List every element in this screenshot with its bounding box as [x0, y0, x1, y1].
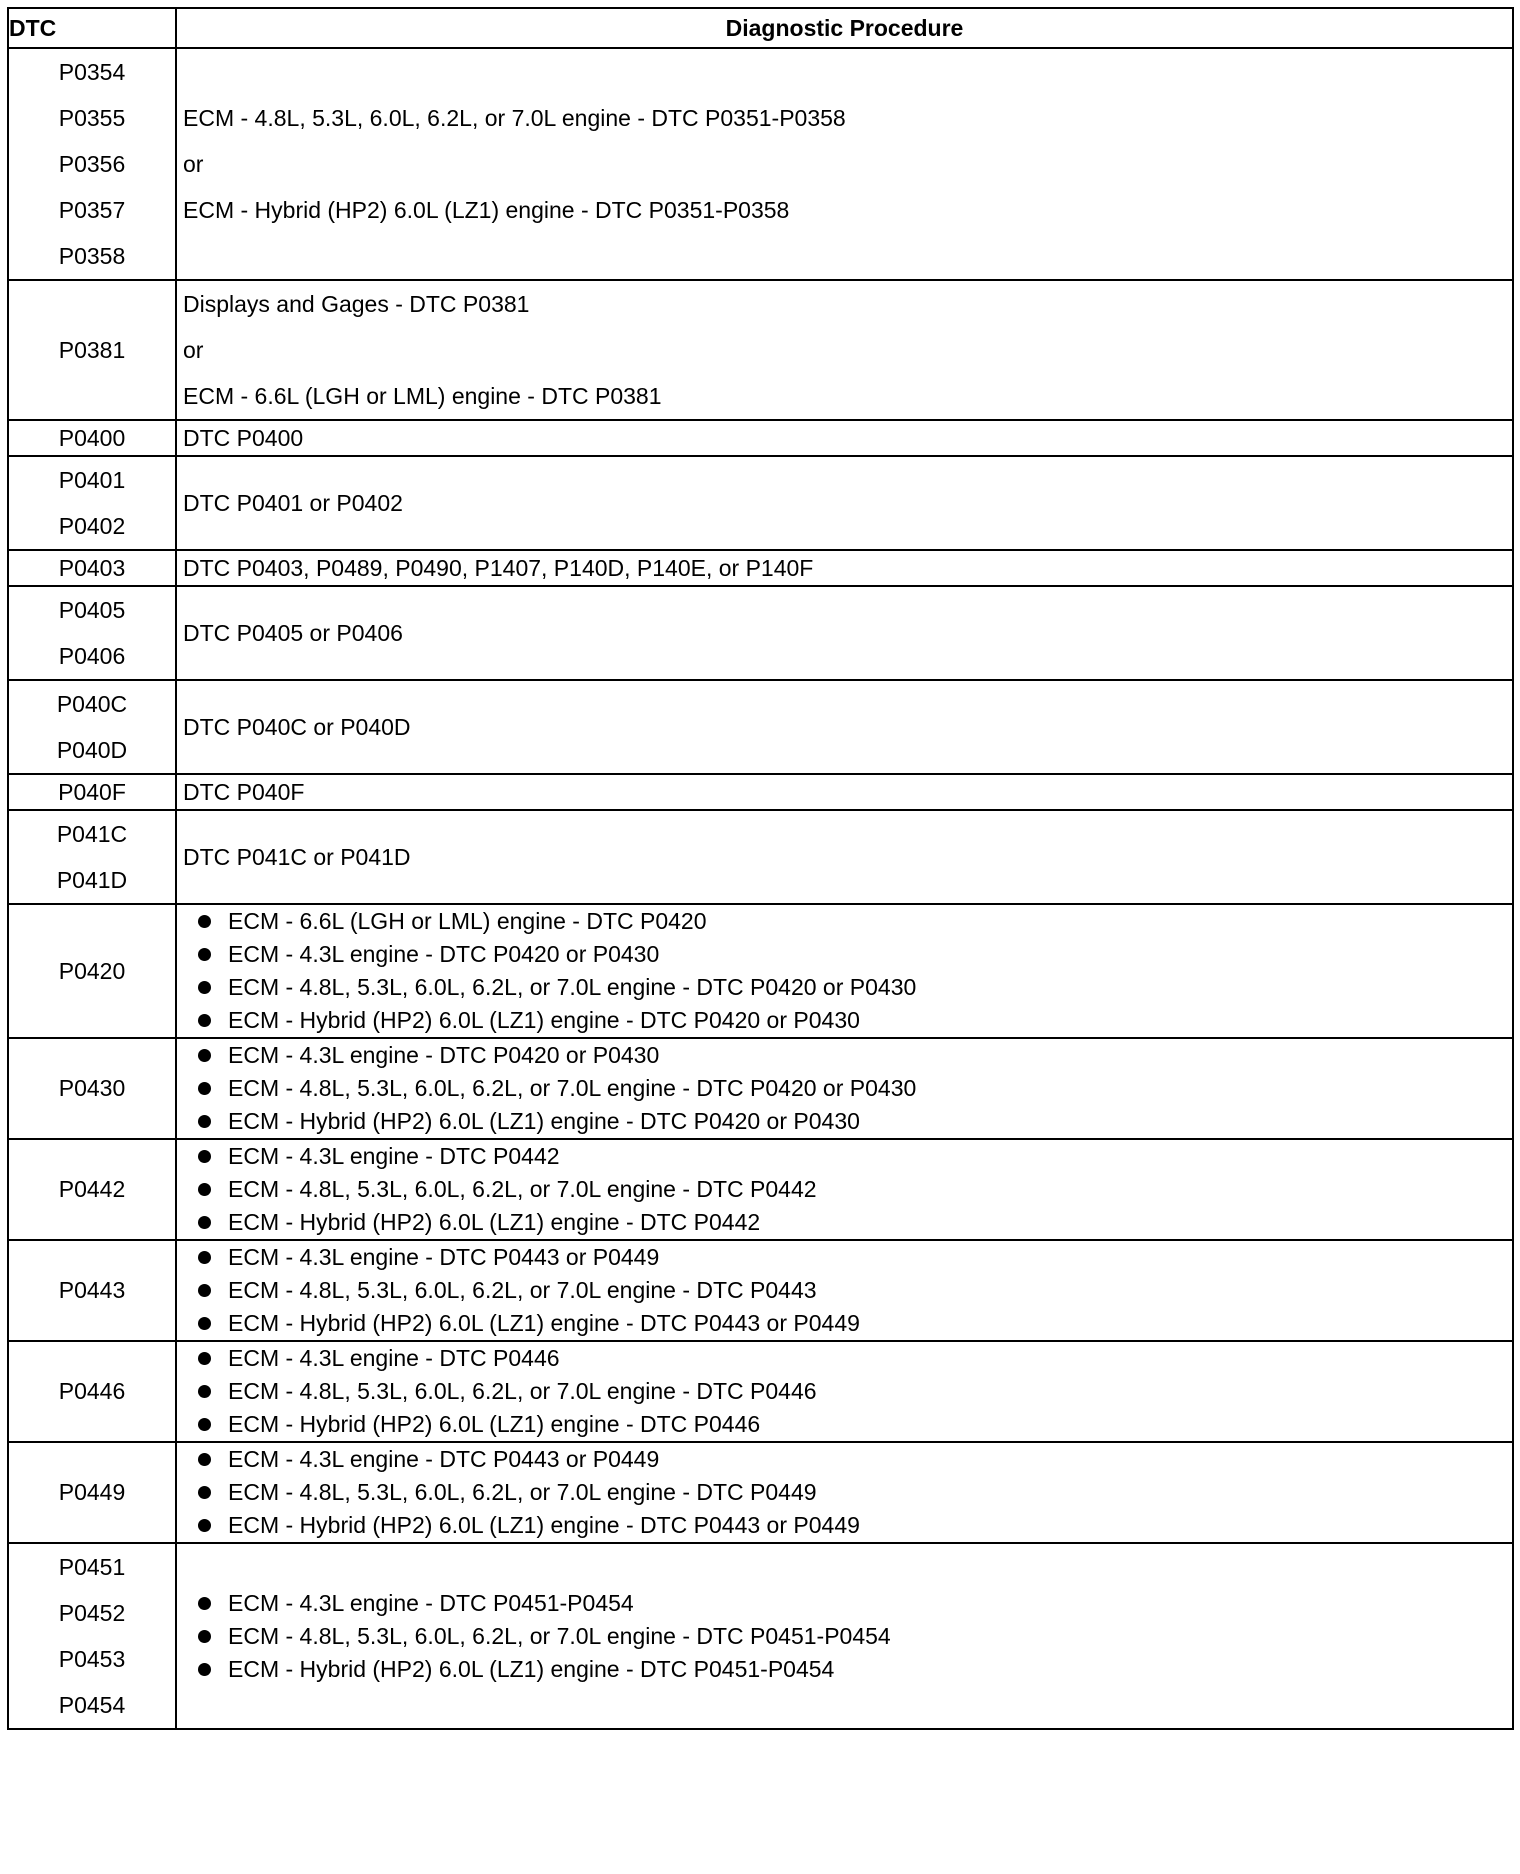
dtc-code: P0400 — [58, 424, 126, 451]
procedure-cell — [176, 420, 1513, 456]
bullet-text: ECM - Hybrid (HP2) 6.0L (LZ1) engine - DTC P0446 — [228, 1411, 761, 1437]
dtc-code: P040C — [56, 690, 128, 717]
procedure-bullet-list — [183, 905, 1512, 1037]
dtc-code: P040F — [58, 778, 126, 805]
bullet-dot-icon — [198, 1486, 211, 1499]
procedure-line: DTC P041C or P041D — [183, 843, 411, 870]
bullet-dot-icon — [198, 1014, 211, 1027]
bullet-dot-icon — [198, 1352, 211, 1365]
bullet-text: ECM - Hybrid (HP2) 6.0L (LZ1) engine - DTC P0442 — [228, 1209, 761, 1235]
bullet-dot-icon — [198, 1049, 211, 1062]
table-row — [8, 1341, 1513, 1442]
procedure-line: ECM - 6.6L (LGH or LML) engine - DTC P0381 — [183, 382, 662, 409]
table-row — [8, 1442, 1513, 1543]
table-row — [8, 48, 1513, 280]
procedure-bullet-list — [183, 1140, 1512, 1239]
dtc-code-cell — [8, 1038, 176, 1139]
bullet-dot-icon — [198, 1418, 211, 1431]
procedure-cell — [176, 280, 1513, 420]
dtc-code: P0420 — [58, 957, 126, 984]
procedure-line: or — [183, 150, 204, 177]
dtc-code-cell — [8, 586, 176, 680]
procedure-line: DTC P0403, P0489, P0490, P1407, P140D, P140E, or P140F — [183, 554, 814, 581]
dtc-code: P0358 — [58, 242, 126, 269]
procedure-cell — [176, 456, 1513, 550]
bullet-dot-icon — [198, 1597, 211, 1610]
procedure-bullet-item — [198, 1039, 1512, 1072]
dtc-code: P0406 — [58, 642, 126, 669]
dtc-code-cell — [8, 680, 176, 774]
table-row — [8, 550, 1513, 586]
dtc-code: P0403 — [58, 554, 126, 581]
procedure-bullet-item — [198, 1241, 1512, 1274]
dtc-code-cell — [8, 456, 176, 550]
dtc-code: P0449 — [58, 1479, 126, 1505]
bullet-text: ECM - 4.8L, 5.3L, 6.0L, 6.2L, or 7.0L engine - DTC P0442 — [228, 1176, 817, 1202]
procedure-bullet-item — [198, 1342, 1512, 1375]
bullet-text: ECM - Hybrid (HP2) 6.0L (LZ1) engine - DTC P0420 or P0430 — [228, 1108, 860, 1134]
procedure-bullet-item — [198, 1443, 1512, 1476]
procedure-cell — [176, 774, 1513, 810]
procedure-bullet-item — [198, 1004, 1512, 1037]
dtc-code-cell — [8, 420, 176, 456]
table-row — [8, 456, 1513, 550]
dtc-code-cell — [8, 48, 176, 280]
procedure-bullet-list — [183, 1342, 1512, 1441]
bullet-text: ECM - 6.6L (LGH or LML) engine - DTC P0420 — [228, 908, 707, 934]
procedure-line — [183, 49, 1512, 95]
dtc-code: P0354 — [58, 58, 126, 85]
dtc-code: P0430 — [58, 1075, 126, 1101]
table-row — [8, 1139, 1513, 1240]
procedure-line: Displays and Gages - DTC P0381 — [183, 290, 530, 317]
procedure-line: DTC P0400 — [183, 424, 304, 451]
procedure-line: ECM - 4.8L, 5.3L, 6.0L, 6.2L, or 7.0L engine - DTC P0351-P0358 — [183, 104, 846, 131]
procedure-bullet-item — [198, 971, 1512, 1004]
bullet-text: ECM - 4.3L engine - DTC P0443 or P0449 — [228, 1244, 660, 1270]
procedure-cell — [176, 1240, 1513, 1341]
procedure-bullet-list — [183, 1039, 1512, 1138]
dtc-column-header: DTC — [8, 8, 176, 48]
procedure-bullet-item — [198, 1653, 1512, 1686]
bullet-text: ECM - Hybrid (HP2) 6.0L (LZ1) engine - DTC P0443 or P0449 — [228, 1512, 860, 1538]
procedure-bullet-list — [183, 1587, 1512, 1686]
table-row — [8, 1038, 1513, 1139]
dtc-code-cell — [8, 1139, 176, 1240]
dtc-code: P0443 — [58, 1277, 126, 1303]
table-row — [8, 810, 1513, 904]
procedure-bullet-item — [198, 1072, 1512, 1105]
dtc-table-body — [8, 48, 1513, 1729]
dtc-code: P0357 — [58, 196, 126, 223]
bullet-dot-icon — [198, 1216, 211, 1229]
dtc-code: P0453 — [58, 1645, 126, 1672]
bullet-dot-icon — [198, 1385, 211, 1398]
bullet-dot-icon — [198, 1453, 211, 1466]
bullet-text: ECM - Hybrid (HP2) 6.0L (LZ1) engine - DTC P0420 or P0430 — [228, 1007, 860, 1033]
bullet-text: ECM - 4.8L, 5.3L, 6.0L, 6.2L, or 7.0L engine - DTC P0420 or P0430 — [228, 1075, 917, 1101]
bullet-text: ECM - 4.3L engine - DTC P0443 or P0449 — [228, 1446, 660, 1472]
dtc-code: P0451 — [58, 1553, 126, 1580]
dtc-code: P0442 — [58, 1176, 126, 1202]
bullet-text: ECM - Hybrid (HP2) 6.0L (LZ1) engine - DTC P0451-P0454 — [228, 1655, 835, 1682]
procedure-bullet-item — [198, 1140, 1512, 1173]
bullet-text: ECM - 4.3L engine - DTC P0451-P0454 — [228, 1589, 634, 1616]
bullet-dot-icon — [198, 1115, 211, 1128]
procedure-bullet-item — [198, 1476, 1512, 1509]
bullet-text: ECM - Hybrid (HP2) 6.0L (LZ1) engine - DTC P0443 or P0449 — [228, 1310, 860, 1336]
bullet-text: ECM - 4.8L, 5.3L, 6.0L, 6.2L, or 7.0L engine - DTC P0451-P0454 — [228, 1622, 891, 1649]
dtc-code: P0402 — [58, 512, 126, 539]
dtc-code: P041C — [56, 820, 128, 847]
dtc-code-cell — [8, 1240, 176, 1341]
dtc-code-cell — [8, 550, 176, 586]
bullet-text: ECM - 4.3L engine - DTC P0446 — [228, 1345, 560, 1371]
procedure-line — [183, 233, 1512, 279]
procedure-bullet-item — [198, 1274, 1512, 1307]
procedure-line: DTC P040C or P040D — [183, 713, 411, 740]
bullet-dot-icon — [198, 1251, 211, 1264]
dtc-code: P0446 — [58, 1378, 126, 1404]
procedure-cell — [176, 1543, 1513, 1729]
procedure-line: DTC P0405 or P0406 — [183, 619, 403, 646]
procedure-bullet-item — [198, 1375, 1512, 1408]
bullet-text: ECM - 4.3L engine - DTC P0442 — [228, 1143, 560, 1169]
procedure-bullet-list — [183, 1241, 1512, 1340]
bullet-dot-icon — [198, 915, 211, 928]
bullet-dot-icon — [198, 1317, 211, 1330]
dtc-code-cell — [8, 1341, 176, 1442]
bullet-text: ECM - 4.3L engine - DTC P0420 or P0430 — [228, 1042, 660, 1068]
procedure-cell — [176, 1139, 1513, 1240]
bullet-dot-icon — [198, 1630, 211, 1643]
dtc-code: P0454 — [58, 1691, 126, 1718]
procedure-bullet-item — [198, 1509, 1512, 1542]
bullet-dot-icon — [198, 1150, 211, 1163]
procedure-bullet-item — [198, 905, 1512, 938]
procedure-bullet-item — [198, 1587, 1512, 1620]
procedure-bullet-item — [198, 938, 1512, 971]
table-row — [8, 1240, 1513, 1341]
bullet-dot-icon — [198, 1663, 211, 1676]
procedure-cell — [176, 550, 1513, 586]
bullet-dot-icon — [198, 1082, 211, 1095]
procedure-cell — [176, 904, 1513, 1038]
dtc-code-cell — [8, 904, 176, 1038]
dtc-code: P0355 — [58, 104, 126, 131]
table-row — [8, 680, 1513, 774]
bullet-text: ECM - 4.8L, 5.3L, 6.0L, 6.2L, or 7.0L engine - DTC P0420 or P0430 — [228, 974, 917, 1000]
procedure-bullet-item — [198, 1307, 1512, 1340]
procedure-cell — [176, 680, 1513, 774]
dtc-code: P0381 — [58, 336, 126, 363]
procedure-cell — [176, 1038, 1513, 1139]
bullet-dot-icon — [198, 1519, 211, 1532]
procedure-bullet-item — [198, 1620, 1512, 1653]
table-row — [8, 774, 1513, 810]
bullet-dot-icon — [198, 1183, 211, 1196]
bullet-dot-icon — [198, 1284, 211, 1297]
bullet-text: ECM - 4.8L, 5.3L, 6.0L, 6.2L, or 7.0L engine - DTC P0449 — [228, 1479, 817, 1505]
table-row — [8, 586, 1513, 680]
table-row — [8, 280, 1513, 420]
dtc-code: P0356 — [58, 150, 126, 177]
procedure-bullet-item — [198, 1408, 1512, 1441]
bullet-dot-icon — [198, 948, 211, 961]
dtc-code: P0452 — [58, 1599, 126, 1626]
procedure-line: DTC P040F — [183, 778, 305, 805]
dtc-code-cell — [8, 774, 176, 810]
procedure-column-header: Diagnostic Procedure — [176, 8, 1513, 48]
dtc-code-cell — [8, 1442, 176, 1543]
dtc-code: P041D — [56, 866, 128, 893]
bullet-text: ECM - 4.8L, 5.3L, 6.0L, 6.2L, or 7.0L engine - DTC P0446 — [228, 1378, 817, 1404]
procedure-line: or — [183, 336, 204, 363]
table-row — [8, 1543, 1513, 1729]
bullet-text: ECM - 4.8L, 5.3L, 6.0L, 6.2L, or 7.0L engine - DTC P0443 — [228, 1277, 817, 1303]
table-header-row — [8, 8, 1513, 48]
procedure-bullet-list — [183, 1443, 1512, 1542]
dtc-code: P040D — [56, 736, 128, 763]
bullet-dot-icon — [198, 981, 211, 994]
procedure-bullet-item — [198, 1173, 1512, 1206]
bullet-text: ECM - 4.3L engine - DTC P0420 or P0430 — [228, 941, 660, 967]
dtc-code-cell — [8, 280, 176, 420]
dtc-code-cell — [8, 810, 176, 904]
procedure-cell — [176, 1442, 1513, 1543]
procedure-bullet-item — [198, 1105, 1512, 1138]
procedure-line: ECM - Hybrid (HP2) 6.0L (LZ1) engine - DTC P0351-P0358 — [183, 196, 790, 223]
dtc-code-cell — [8, 1543, 176, 1729]
table-row — [8, 904, 1513, 1038]
procedure-cell — [176, 586, 1513, 680]
procedure-cell — [176, 810, 1513, 904]
procedure-bullet-item — [198, 1206, 1512, 1239]
dtc-code: P0405 — [58, 596, 126, 623]
procedure-line: DTC P0401 or P0402 — [183, 489, 403, 516]
procedure-cell — [176, 48, 1513, 280]
dtc-table — [7, 7, 1514, 1730]
dtc-code: P0401 — [58, 466, 126, 493]
table-row — [8, 420, 1513, 456]
procedure-cell — [176, 1341, 1513, 1442]
